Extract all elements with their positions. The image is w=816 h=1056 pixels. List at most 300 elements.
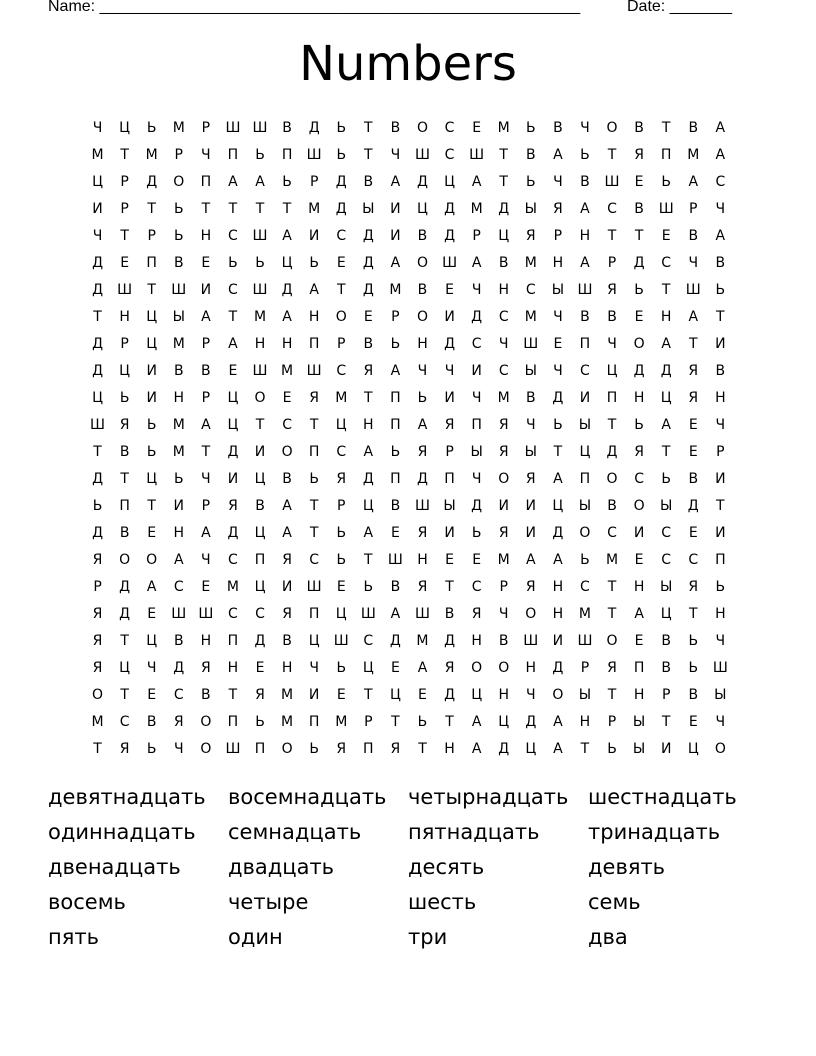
grid-letter[interactable]: Я — [498, 524, 509, 541]
grid-letter[interactable]: Д — [335, 173, 347, 190]
grid-letter[interactable]: Ь — [336, 551, 347, 568]
grid-letter[interactable]: Н — [173, 524, 185, 541]
grid-letter[interactable]: О — [606, 632, 618, 649]
grid-letter[interactable]: С — [471, 578, 482, 595]
grid-letter[interactable]: Р — [147, 227, 156, 244]
grid-letter[interactable]: Е — [363, 308, 373, 325]
grid-letter[interactable]: Т — [364, 686, 373, 703]
grid-letter[interactable]: И — [254, 443, 266, 460]
grid-letter[interactable]: Т — [93, 740, 102, 757]
grid-letter[interactable]: Ь — [146, 416, 157, 433]
grid-letter[interactable]: Н — [281, 659, 293, 676]
grid-letter[interactable]: Ь — [688, 659, 699, 676]
grid-letter[interactable]: Ь — [309, 254, 319, 271]
grid-letter[interactable]: П — [227, 146, 239, 163]
grid-letter[interactable]: Р — [174, 146, 183, 163]
grid-letter[interactable]: В — [607, 497, 617, 514]
grid-letter[interactable]: Ш — [252, 281, 268, 298]
grid-letter[interactable]: Ш — [306, 578, 322, 595]
grid-letter[interactable]: В — [661, 632, 671, 649]
grid-letter[interactable]: О — [714, 740, 726, 757]
grid-letter[interactable]: Р — [93, 578, 102, 595]
grid-letter[interactable]: М — [172, 416, 185, 433]
grid-letter[interactable]: Д — [444, 632, 456, 649]
grid-letter[interactable]: Р — [607, 254, 617, 271]
grid-letter[interactable]: Ь — [525, 173, 536, 190]
grid-letter[interactable]: Ц — [119, 362, 131, 379]
grid-letter[interactable]: В — [173, 632, 184, 649]
grid-letter[interactable]: О — [579, 524, 591, 541]
grid-letter[interactable]: Ь — [688, 632, 699, 649]
grid-letter[interactable]: С — [444, 146, 455, 163]
grid-letter[interactable]: Ц — [660, 389, 672, 406]
grid-letter[interactable]: А — [553, 713, 563, 730]
grid-letter[interactable]: Ы — [660, 497, 673, 514]
grid-letter[interactable]: Д — [498, 740, 510, 757]
grid-letter[interactable]: Ш — [90, 416, 106, 433]
grid-letter[interactable]: Т — [309, 524, 319, 541]
grid-letter[interactable]: Ц — [579, 443, 591, 460]
grid-letter[interactable]: П — [606, 389, 618, 406]
grid-letter[interactable]: Н — [363, 416, 374, 433]
grid-letter[interactable]: Е — [147, 605, 157, 622]
grid-letter[interactable]: И — [715, 524, 726, 541]
grid-letter[interactable]: В — [390, 497, 401, 514]
grid-letter[interactable]: Р — [445, 443, 454, 460]
grid-letter[interactable]: Ц — [119, 119, 131, 136]
grid-letter[interactable]: В — [580, 308, 590, 325]
grid-letter[interactable]: В — [282, 119, 292, 136]
grid-letter[interactable]: М — [497, 119, 510, 136]
grid-letter[interactable]: Р — [716, 443, 725, 460]
grid-letter[interactable]: Т — [661, 119, 671, 136]
grid-letter[interactable]: И — [444, 308, 455, 325]
grid-letter[interactable]: Ы — [524, 200, 537, 217]
grid-letter[interactable]: Т — [255, 416, 265, 433]
grid-letter[interactable]: Р — [689, 200, 698, 217]
grid-letter[interactable]: А — [363, 443, 374, 460]
grid-letter[interactable]: Д — [687, 497, 699, 514]
grid-letter[interactable]: О — [173, 173, 185, 190]
grid-letter[interactable]: Ы — [578, 497, 592, 514]
grid-letter[interactable]: Д — [119, 578, 131, 595]
grid-letter[interactable]: Т — [607, 146, 617, 163]
grid-letter[interactable]: Р — [201, 119, 211, 136]
grid-letter[interactable]: Е — [282, 389, 292, 406]
grid-letter[interactable]: Е — [255, 659, 265, 676]
grid-letter[interactable]: А — [471, 740, 482, 757]
grid-letter[interactable]: Ь — [309, 470, 319, 487]
grid-letter[interactable]: Д — [92, 362, 103, 379]
grid-letter[interactable]: Ц — [308, 632, 320, 649]
grid-letter[interactable]: Е — [688, 416, 698, 433]
grid-letter[interactable]: А — [173, 551, 184, 568]
grid-letter[interactable]: С — [715, 173, 726, 190]
grid-letter[interactable]: Ы — [524, 362, 537, 379]
grid-letter[interactable]: Ш — [171, 281, 187, 298]
grid-letter[interactable]: Е — [472, 551, 482, 568]
grid-letter[interactable]: Ь — [282, 173, 292, 190]
grid-letter[interactable]: Ш — [333, 632, 349, 649]
grid-letter[interactable]: Т — [120, 632, 129, 649]
grid-letter[interactable]: Е — [445, 281, 454, 298]
grid-letter[interactable]: А — [715, 146, 726, 163]
grid-letter[interactable]: Ш — [414, 497, 430, 514]
grid-letter[interactable]: Н — [552, 605, 564, 622]
grid-letter[interactable]: Д — [254, 632, 266, 649]
grid-letter[interactable]: Я — [525, 227, 536, 244]
grid-letter[interactable]: Ь — [390, 335, 401, 352]
grid-letter[interactable]: Я — [417, 578, 428, 595]
grid-letter[interactable]: Т — [147, 497, 156, 514]
grid-letter[interactable]: Е — [390, 524, 400, 541]
grid-letter[interactable]: Ы — [362, 200, 375, 217]
grid-letter[interactable]: И — [471, 362, 482, 379]
grid-letter[interactable]: Я — [282, 551, 292, 568]
grid-letter[interactable]: Ц — [362, 659, 374, 676]
grid-letter[interactable]: Е — [336, 254, 346, 271]
grid-letter[interactable]: Н — [633, 389, 645, 406]
grid-letter[interactable]: Т — [255, 200, 265, 217]
grid-letter[interactable]: О — [606, 119, 618, 136]
grid-letter[interactable]: Ш — [387, 551, 403, 568]
grid-letter[interactable]: Ч — [498, 605, 509, 622]
grid-letter[interactable]: Ь — [336, 524, 347, 541]
grid-letter[interactable]: А — [580, 200, 590, 217]
grid-letter[interactable]: И — [390, 227, 401, 244]
grid-letter[interactable]: О — [200, 740, 212, 757]
grid-letter[interactable]: С — [119, 713, 130, 730]
grid-letter[interactable]: Т — [364, 146, 373, 163]
grid-letter[interactable]: Д — [92, 281, 103, 298]
grid-letter[interactable]: Т — [120, 470, 129, 487]
grid-letter[interactable]: Ь — [173, 470, 184, 487]
grid-letter[interactable]: В — [715, 254, 726, 271]
grid-letter[interactable]: О — [633, 335, 645, 352]
grid-letter[interactable]: Ь — [715, 578, 726, 595]
grid-letter[interactable]: М — [605, 551, 619, 568]
grid-letter[interactable]: Т — [120, 686, 129, 703]
grid-letter[interactable]: Ц — [146, 335, 158, 352]
grid-letter[interactable]: И — [146, 389, 157, 406]
grid-letter[interactable]: М — [497, 389, 510, 406]
grid-letter[interactable]: М — [253, 308, 267, 325]
grid-letter[interactable]: С — [228, 551, 238, 568]
grid-letter[interactable]: Т — [364, 119, 373, 136]
grid-letter[interactable]: Ы — [632, 740, 646, 757]
grid-letter[interactable]: Ш — [360, 605, 376, 622]
grid-letter[interactable]: Ч — [553, 173, 563, 190]
grid-letter[interactable]: Ч — [553, 362, 563, 379]
grid-letter[interactable]: Т — [282, 200, 292, 217]
grid-letter[interactable]: Д — [335, 200, 347, 217]
grid-letter[interactable]: О — [416, 119, 428, 136]
grid-letter[interactable]: Ы — [470, 443, 483, 460]
grid-letter[interactable]: Ц — [227, 389, 239, 406]
grid-letter[interactable]: Ь — [119, 389, 130, 406]
grid-letter[interactable]: Ч — [201, 551, 211, 568]
grid-letter[interactable]: Т — [391, 713, 400, 730]
grid-letter[interactable]: С — [444, 119, 455, 136]
grid-letter[interactable]: Я — [444, 416, 455, 433]
grid-letter[interactable]: Р — [661, 686, 671, 703]
grid-letter[interactable]: П — [390, 416, 401, 433]
grid-letter[interactable]: Я — [688, 578, 699, 595]
grid-letter[interactable]: Р — [580, 659, 590, 676]
grid-letter[interactable]: Д — [444, 335, 456, 352]
grid-letter[interactable]: Д — [173, 659, 185, 676]
grid-letter[interactable]: М — [281, 713, 294, 730]
grid-letter[interactable]: Н — [254, 335, 266, 352]
grid-letter[interactable]: А — [228, 173, 238, 190]
grid-letter[interactable]: Т — [120, 227, 129, 244]
grid-letter[interactable]: Н — [525, 659, 537, 676]
grid-letter[interactable]: Е — [445, 551, 454, 568]
grid-letter[interactable]: И — [525, 497, 537, 514]
grid-letter[interactable]: Н — [281, 335, 293, 352]
grid-letter[interactable]: В — [525, 146, 536, 163]
grid-letter[interactable]: О — [146, 551, 158, 568]
grid-letter[interactable]: Т — [228, 686, 238, 703]
grid-letter[interactable]: Т — [364, 389, 373, 406]
grid-letter[interactable]: П — [200, 173, 212, 190]
grid-letter[interactable]: Ц — [471, 686, 483, 703]
grid-letter[interactable]: И — [173, 497, 185, 514]
grid-letter[interactable]: Ч — [444, 362, 455, 379]
grid-letter[interactable]: Е — [120, 254, 130, 271]
grid-letter[interactable]: И — [552, 632, 564, 649]
grid-letter[interactable]: Ч — [498, 335, 509, 352]
grid-letter[interactable]: С — [228, 281, 238, 298]
grid-letter[interactable]: Н — [498, 281, 509, 298]
grid-letter[interactable]: Е — [390, 659, 400, 676]
grid-letter[interactable]: Я — [282, 605, 292, 622]
grid-letter[interactable]: П — [227, 713, 239, 730]
grid-letter[interactable]: Н — [498, 686, 509, 703]
grid-letter[interactable]: Ц — [281, 254, 293, 271]
grid-letter[interactable]: Ц — [687, 740, 699, 757]
grid-letter[interactable]: О — [552, 686, 564, 703]
grid-letter[interactable]: В — [715, 362, 726, 379]
grid-letter[interactable]: С — [228, 227, 238, 244]
grid-letter[interactable]: Ь — [146, 119, 157, 136]
grid-letter[interactable]: Т — [418, 740, 427, 757]
grid-letter[interactable]: Ь — [580, 146, 590, 163]
grid-letter[interactable]: С — [498, 308, 509, 325]
grid-letter[interactable]: Ч — [607, 335, 617, 352]
grid-letter[interactable]: А — [661, 416, 671, 433]
grid-letter[interactable]: О — [416, 254, 428, 271]
grid-letter[interactable]: Ч — [201, 146, 211, 163]
grid-letter[interactable]: Т — [93, 443, 102, 460]
grid-letter[interactable]: Ь — [580, 551, 590, 568]
grid-letter[interactable]: М — [281, 362, 294, 379]
grid-letter[interactable]: Т — [716, 497, 725, 514]
grid-letter[interactable]: Т — [661, 281, 671, 298]
grid-letter[interactable]: А — [201, 416, 211, 433]
grid-letter[interactable]: Я — [688, 389, 699, 406]
grid-letter[interactable]: А — [282, 497, 292, 514]
grid-letter[interactable]: И — [227, 470, 239, 487]
grid-letter[interactable]: Т — [364, 551, 373, 568]
grid-letter[interactable]: Ь — [228, 254, 238, 271]
grid-letter[interactable]: Т — [201, 200, 211, 217]
grid-letter[interactable]: О — [281, 443, 293, 460]
grid-letter[interactable]: Ш — [577, 281, 593, 298]
grid-letter[interactable]: Я — [336, 470, 347, 487]
grid-letter[interactable]: Р — [337, 497, 346, 514]
grid-letter[interactable]: Я — [471, 605, 482, 622]
grid-letter[interactable]: Д — [633, 254, 645, 271]
grid-letter[interactable]: С — [688, 551, 699, 568]
grid-letter[interactable]: Я — [553, 200, 563, 217]
grid-letter[interactable]: Д — [660, 362, 672, 379]
grid-letter[interactable]: Т — [120, 146, 129, 163]
grid-letter[interactable]: М — [687, 146, 700, 163]
grid-letter[interactable]: Ь — [255, 146, 265, 163]
grid-letter[interactable]: Ы — [660, 578, 673, 595]
grid-letter[interactable]: П — [715, 551, 726, 568]
grid-letter[interactable]: Я — [92, 632, 103, 649]
grid-letter[interactable]: Ч — [417, 362, 428, 379]
grid-letter[interactable]: Д — [471, 497, 483, 514]
grid-letter[interactable]: П — [308, 713, 320, 730]
grid-letter[interactable]: Ц — [498, 713, 510, 730]
grid-letter[interactable]: П — [281, 146, 293, 163]
grid-letter[interactable]: Д — [362, 254, 374, 271]
grid-letter[interactable]: Д — [362, 281, 374, 298]
grid-letter[interactable]: О — [119, 551, 131, 568]
grid-letter[interactable]: С — [661, 254, 672, 271]
grid-letter[interactable]: Д — [92, 524, 103, 541]
grid-letter[interactable]: А — [417, 659, 428, 676]
grid-letter[interactable]: В — [634, 119, 644, 136]
grid-letter[interactable]: Н — [417, 335, 428, 352]
grid-letter[interactable]: Ь — [417, 713, 428, 730]
grid-letter[interactable]: А — [390, 605, 401, 622]
grid-letter[interactable]: Н — [119, 308, 130, 325]
grid-letter[interactable]: Я — [92, 551, 103, 568]
grid-letter[interactable]: Ш — [414, 605, 430, 622]
grid-letter[interactable]: А — [471, 173, 482, 190]
grid-letter[interactable]: Ь — [390, 443, 401, 460]
grid-letter[interactable]: Е — [201, 254, 211, 271]
grid-letter[interactable]: Н — [579, 713, 591, 730]
grid-letter[interactable]: Ш — [442, 254, 458, 271]
grid-letter[interactable]: Т — [147, 200, 156, 217]
grid-letter[interactable]: В — [444, 605, 455, 622]
grid-letter[interactable]: С — [580, 362, 590, 379]
grid-letter[interactable]: А — [471, 713, 482, 730]
grid-letter[interactable]: Е — [472, 119, 482, 136]
grid-letter[interactable]: О — [335, 308, 347, 325]
grid-letter[interactable]: Н — [417, 551, 428, 568]
grid-letter[interactable]: Р — [499, 578, 508, 595]
grid-letter[interactable]: Р — [337, 335, 346, 352]
grid-letter[interactable]: Я — [119, 740, 130, 757]
grid-letter[interactable]: Н — [444, 740, 455, 757]
grid-letter[interactable]: Д — [552, 389, 564, 406]
grid-letter[interactable]: Е — [147, 524, 157, 541]
grid-letter[interactable]: Ь — [634, 281, 644, 298]
grid-letter[interactable]: Ь — [363, 578, 374, 595]
grid-letter[interactable]: Ь — [525, 119, 536, 136]
grid-letter[interactable]: Е — [336, 686, 346, 703]
grid-letter[interactable]: Р — [201, 389, 211, 406]
grid-letter[interactable]: О — [471, 659, 483, 676]
grid-letter[interactable]: Е — [634, 632, 644, 649]
grid-letter[interactable]: Ы — [632, 713, 646, 730]
grid-letter[interactable]: Д — [444, 227, 456, 244]
grid-letter[interactable]: Я — [417, 443, 428, 460]
grid-letter[interactable]: Ч — [390, 146, 401, 163]
grid-letter[interactable]: В — [201, 686, 211, 703]
grid-letter[interactable]: Т — [336, 281, 346, 298]
grid-letter[interactable]: Т — [661, 443, 671, 460]
grid-letter[interactable]: Ь — [336, 146, 347, 163]
grid-letter[interactable]: Ш — [117, 281, 133, 298]
grid-letter[interactable]: А — [661, 335, 671, 352]
grid-letter[interactable]: Д — [633, 362, 645, 379]
grid-letter[interactable]: А — [363, 524, 374, 541]
grid-letter[interactable]: Я — [607, 281, 617, 298]
grid-letter[interactable]: Ь — [715, 281, 726, 298]
grid-letter[interactable]: В — [634, 200, 644, 217]
grid-letter[interactable]: Ш — [306, 362, 322, 379]
grid-letter[interactable]: Р — [120, 200, 129, 217]
grid-letter[interactable]: В — [201, 362, 211, 379]
grid-letter[interactable]: Ш — [577, 632, 593, 649]
grid-letter[interactable]: Я — [417, 524, 428, 541]
grid-letter[interactable]: Д — [146, 173, 158, 190]
grid-letter[interactable]: Ч — [525, 416, 536, 433]
grid-letter[interactable]: Н — [715, 605, 726, 622]
grid-letter[interactable]: Д — [417, 470, 428, 487]
grid-letter[interactable]: О — [416, 308, 428, 325]
grid-letter[interactable]: Е — [634, 551, 644, 568]
grid-letter[interactable]: Д — [552, 524, 564, 541]
grid-letter[interactable]: Ы — [578, 416, 592, 433]
grid-letter[interactable]: Н — [552, 578, 564, 595]
grid-letter[interactable]: М — [172, 119, 185, 136]
grid-letter[interactable]: Т — [607, 416, 617, 433]
grid-letter[interactable]: М — [416, 632, 429, 649]
grid-letter[interactable]: Ш — [252, 362, 268, 379]
grid-letter[interactable]: Ь — [471, 524, 482, 541]
grid-letter[interactable]: Р — [607, 713, 617, 730]
grid-letter[interactable]: Ь — [417, 389, 428, 406]
grid-letter[interactable]: Р — [364, 713, 373, 730]
grid-letter[interactable]: В — [661, 659, 671, 676]
grid-letter[interactable]: Д — [552, 659, 564, 676]
grid-letter[interactable]: Ц — [254, 524, 266, 541]
grid-letter[interactable]: И — [390, 200, 401, 217]
grid-letter[interactable]: Ц — [389, 686, 401, 703]
grid-letter[interactable]: И — [498, 497, 509, 514]
grid-letter[interactable]: Я — [607, 659, 617, 676]
grid-letter[interactable]: Ц — [606, 362, 618, 379]
grid-letter[interactable]: Т — [607, 686, 617, 703]
grid-letter[interactable]: А — [634, 605, 644, 622]
grid-letter[interactable]: Я — [363, 362, 374, 379]
grid-letter[interactable]: С — [525, 281, 536, 298]
grid-letter[interactable]: А — [715, 119, 726, 136]
grid-letter[interactable]: В — [363, 173, 374, 190]
grid-letter[interactable]: В — [688, 686, 699, 703]
grid-letter[interactable]: А — [553, 146, 563, 163]
grid-letter[interactable]: Т — [580, 740, 590, 757]
grid-letter[interactable]: Д — [471, 308, 483, 325]
